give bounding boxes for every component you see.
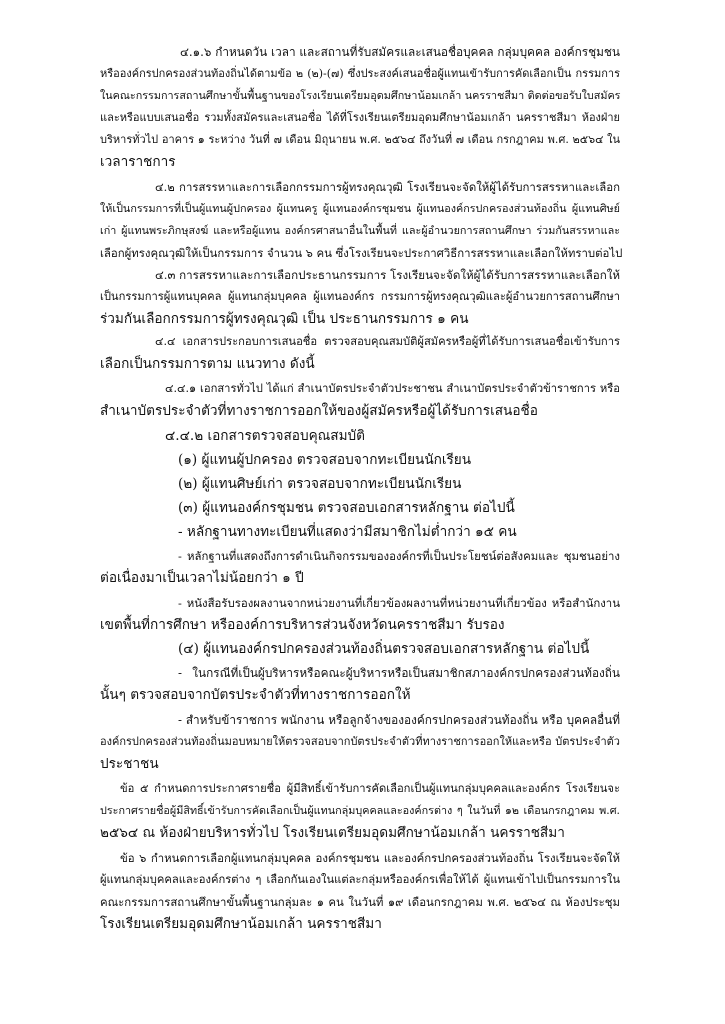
text-line: ๔.๔.๑ เอกสารทั่วไป ได้แก่ สำเนาบัตรประจำตัวประชาชน สำเนาบัตรประจำตัวข้าราชการ หรือ: [165, 382, 620, 395]
text-line: (๑) ผู้แทนผู้ปกครอง ตรวจสอบจากทะเบียนนักเรียน: [178, 452, 472, 468]
text-line: เขตพื้นที่การศึกษา หรือองค์การบริหารส่วนจังหวัดนครราชสีมา รับรอง: [100, 617, 505, 633]
text-line: (๒) ผู้แทนศิษย์เก่า ตรวจสอบจากทะเบียนนักเรียน: [178, 476, 462, 492]
text-line: ผู้แทนกลุ่มบุคคลและองค์กรต่าง ๆ เลือกกันเองในแต่ละกลุ่มหรือองค์กรเพื่อให้ได้ ผู้แทนเข้าไปเป็นกรรมการใน: [100, 873, 620, 886]
text-line: ข้อ ๕ กำหนดการประกาศรายชื่อ ผู้มีสิทธิ์เข้ารับการคัดเลือกเป็นผู้แทนกลุ่มบุคคลและองค์กร โรงเรียนจะ: [120, 782, 620, 795]
text-line: - หลักฐานที่แสดงถึงการดำเนินกิจกรรมขององค์กรที่เป็นประโยชน์ต่อสังคมและ ชุมชนอย่าง: [178, 549, 620, 563]
text-line: เวลาราชการ: [100, 154, 176, 170]
text-line: ๔.๓ การสรรหาและการเลือกประธานกรรมการ โรงเรียนจะจัดให้ผู้ได้รับการสรรหาและเลือกให้: [155, 268, 621, 282]
text-line: โรงเรียนเตรียมอุดมศึกษาน้อมเกล้า นครราชสีมา: [100, 916, 382, 932]
text-line: ข้อ ๖ กำหนดการเลือกผู้แทนกลุ่มบุคคล องค์กรชุมชน และองค์กรปกครองส่วนท้องถิ่น โรงเรียนจะจัดให้: [120, 851, 620, 865]
text-line: (๓) ผู้แทนองค์กรชุมชน ตรวจสอบเอกสารหลักฐาน ต่อไปนี้: [178, 500, 515, 516]
text-line: ประชาชน: [100, 756, 159, 772]
text-line: ต่อเนื่องมาเป็นเวลาไม่น้อยกว่า ๑ ปี: [100, 570, 304, 586]
text-line: ในคณะกรรมการสถานศึกษาขั้นพื้นฐานของโรงเรียนเตรียมอุดมศึกษาน้อมเกล้า นครราชสีมา ติดต่อขอรับใบสมัคร: [100, 89, 621, 102]
text-line: เลือกเป็นกรรมการตาม แนวทาง ดังนี้: [100, 356, 315, 372]
text-line: คณะกรรมการสถานศึกษาขั้นพื้นฐานกลุ่มละ ๑ คน ในวันที่ ๑๙ เดือนกรกฎาคม พ.ศ. ๒๕๖๔ ณ ห้องประชุม: [100, 895, 620, 909]
text-line: ประกาศรายชื่อผู้มีสิทธิ์เข้ารับการคัดเลือกเป็นผู้แทนกลุ่มบุคคลและองค์กรต่าง ๆ ในวันที่ ๑๒ เดือนกรกฎาคม พ.ศ.: [100, 804, 620, 817]
text-line: บริหารทั่วไป อาคาร ๑ ระหว่าง วันที่ ๗ เดือน มิถุนายน พ.ศ. ๒๕๖๔ ถึงวันที่ ๗ เดือน กรกฎาคม พ.ศ. ๒๕๖๔ ใน: [100, 133, 620, 146]
text-line: - สำหรับข้าราชการ พนักงาน หรือลูกจ้างขององค์กรปกครองส่วนท้องถิ่น หรือ บุคคลอื่นที่: [178, 713, 620, 727]
text-line: - หนังสือรับรองผลงานจากหน่วยงานที่เกี่ยวข้องผลงานที่หน่วยงานที่เกี่ยวข้อง หรือสำนักงาน: [178, 596, 620, 610]
text-line: สำเนาบัตรประจำตัวที่ทางราชการออกให้ของผู้สมัครหรือผู้ได้รับการเสนอชื่อ: [100, 403, 538, 419]
text-line: ๒๕๖๔ ณ ห้องฝ่ายบริหารทั่วไป โรงเรียนเตรียมอุดมศึกษาน้อมเกล้า นครราชสีมา: [100, 825, 565, 841]
text-line: ร่วมกันเลือกกรรมการผู้ทรงคุณวุฒิ เป็น ประธานกรรมการ ๑ คน: [100, 311, 469, 327]
text-line: ๔.๔.๒ เอกสารตรวจสอบคุณสมบัติ: [165, 428, 366, 444]
text-line: หรือองค์กรปกครองส่วนท้องถิ่นได้ตามข้อ ๒ (๒)-(๗) ซึ่งประสงค์เสนอชื่อผู้แทนเข้ารับการคัดเลือกเป็น กรรมการ: [100, 67, 620, 80]
text-line: นั้นๆ ตรวจสอบจากบัตรประจำตัวที่ทางราชการออกให้: [100, 687, 411, 703]
text-line: - หลักฐานทางทะเบียนที่แสดงว่ามีสมาชิกไม่ต่ำกว่า ๑๕ คน: [178, 524, 517, 540]
text-line: - ในกรณีที่เป็นผู้บริหารหรือคณะผู้บริหารหรือเป็นสมาชิกสภาองค์กรปกครองส่วนท้องถิ่น: [178, 666, 620, 680]
text-line: เป็นกรรมการผู้แทนบุคคล ผู้แทนกลุ่มบุคคล ผู้แทนองค์กร กรรมการผู้ทรงคุณวุฒิและผู้อำนวยการสถานศึกษา: [100, 290, 620, 303]
text-line: ๔.๑.๖ กำหนดวัน เวลา และสถานที่รับสมัครและเสนอชื่อบุคคล กลุ่มบุคคล องค์กรชุมชน: [180, 45, 620, 59]
text-line: และหรือแบบเสนอชื่อ รวมทั้งสมัครและเสนอชื่อ ได้ที่โรงเรียนเตรียมอุดมศึกษาน้อมเกล้า นครราชสีมา ห้องฝ่าย: [100, 111, 620, 124]
text-line: เก่า ผู้แทนพระภิกษุสงฆ์ และหรือผู้แทน องค์กรศาสนาอื่นในพื้นที่ และผู้อำนวยการสถานศึกษา ร่วมกันสรรหาและ: [100, 224, 620, 237]
text-line: ให้เป็นกรรมการที่เป็นผู้แทนผู้ปกครอง ผู้แทนครู ผู้แทนองค์กรชุมชน ผู้แทนองค์กรปกครองส่วนท้องถิ่น ผู้แทนศิษย์: [100, 202, 620, 215]
text-line: ๔.๔ เอกสารประกอบการเสนอชื่อ ตรวจสอบคุณสมบัติผู้สมัครหรือผู้ที่ได้รับการเสนอชื่อเข้ารับการ: [155, 335, 620, 348]
text-line: องค์กรปกครองส่วนท้องถิ่นมอบหมายให้ตรวจสอบจากบัตรประจำตัวที่ทางราชการออกให้และหรือ บัตรประจำตัว: [100, 735, 620, 748]
text-line: เลือกผู้ทรงคุณวุฒิให้เป็นกรรมการ จำนวน ๖ คน ซึ่งโรงเรียนจะประกาศวิธีการสรรหาและเลือกให้ทราบต่อไป: [100, 246, 623, 260]
text-line: ๔.๒ การสรรหาและการเลือกกรรมการผู้ทรงคุณวุฒิ โรงเรียนจะจัดให้ผู้ได้รับการสรรหาและเลือก: [155, 180, 620, 194]
text-line: (๔) ผู้แทนองค์กรปกครองส่วนท้องถิ่นตรวจสอบเอกสารหลักฐาน ต่อไปนี้: [178, 641, 590, 657]
